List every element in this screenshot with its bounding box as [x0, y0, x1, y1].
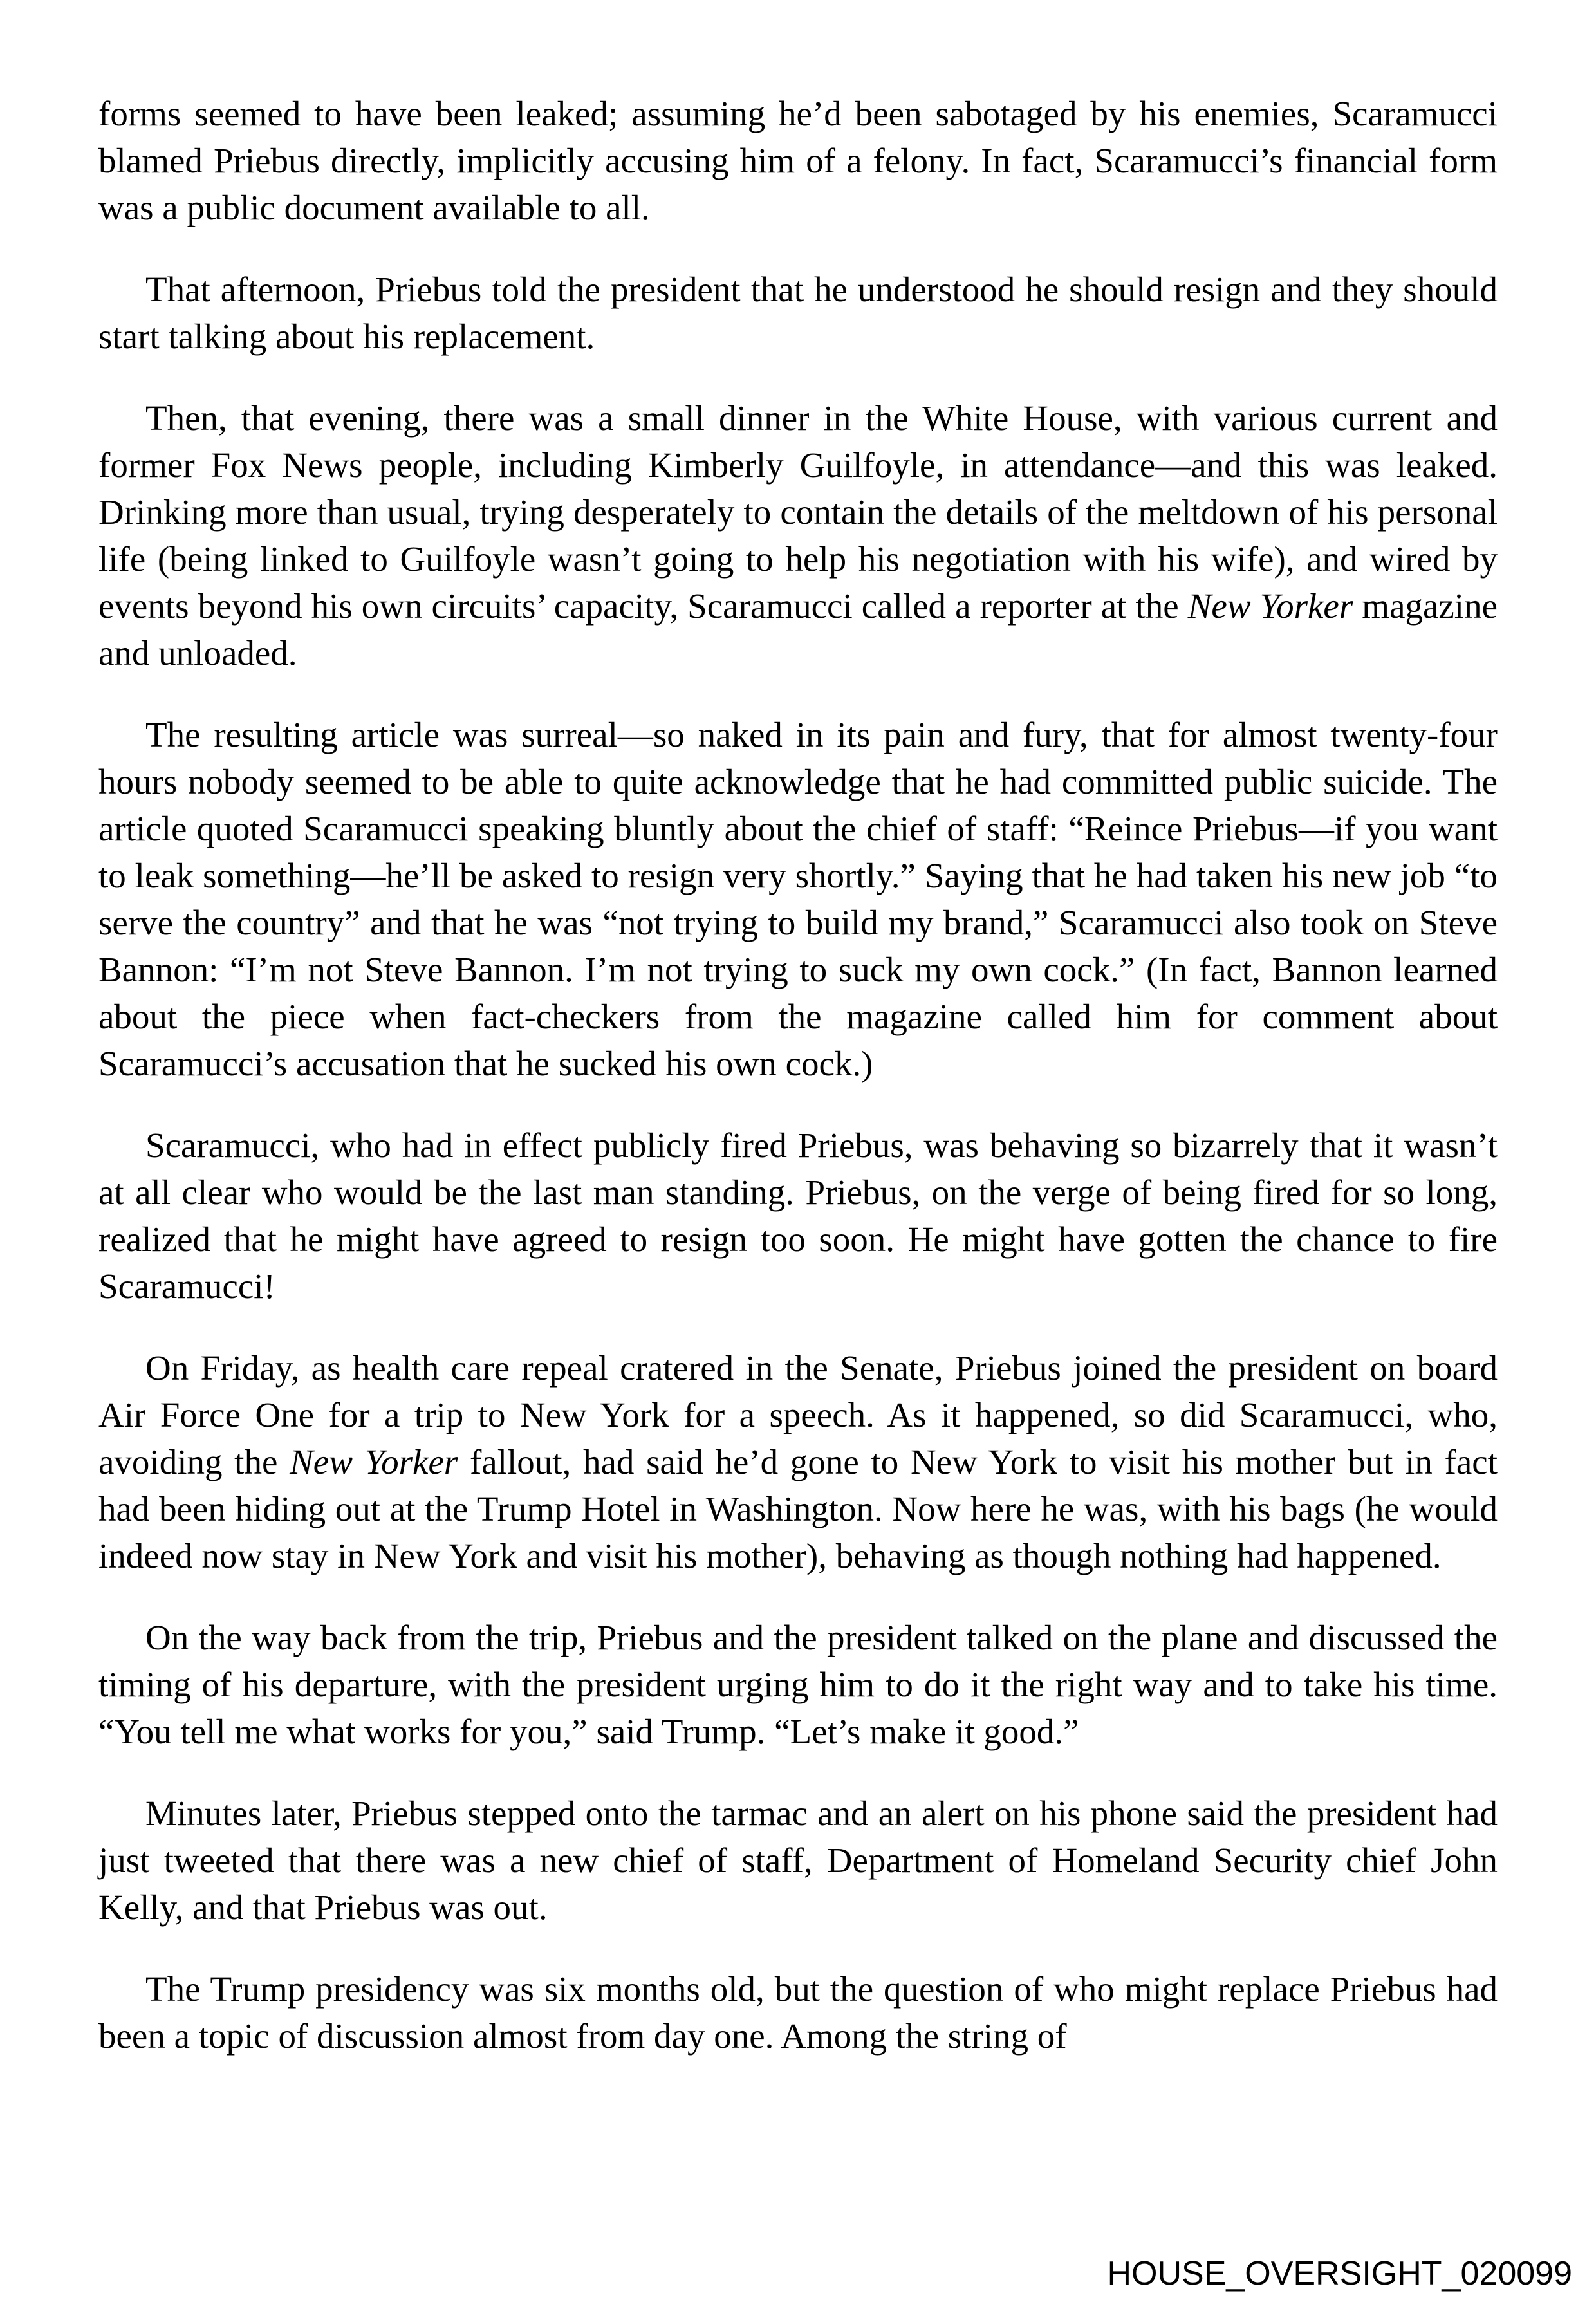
- text-run: forms seemed to have been leaked; assuming he’d been sabotaged by his enemies, Scaramucci blamed Priebus directly, implicitly accusing him of a felony. In fact, Scaramucci’s financial form was a public document available to all.: [98, 94, 1498, 227]
- paragraph: [98, 711, 1498, 1087]
- italic-run: New Yorker: [290, 1442, 458, 1481]
- page-text: [98, 90, 1498, 2094]
- text-run: The Trump presidency was six months old, but the question of who might replace Priebus had been a topic of discussion almost from day one. Among the string of: [98, 1969, 1498, 2056]
- paragraph: [98, 266, 1498, 360]
- paragraph: [98, 1344, 1498, 1579]
- text-run: Scaramucci, who had in effect publicly fired Priebus, was behaving so bizarrely that it wasn’t at all clear who would be the last man standing. Priebus, on the verge of being fired for so long, realized that he might have agreed to resign too soon. He might have gotten the chance to fire Scaramucci!: [98, 1126, 1498, 1306]
- text-run: The resulting article was surreal—so naked in its pain and fury, that for almost twenty-four hours nobody seemed to be able to quite acknowledge that he had committed public suicide. The article quoted Scaramucci speaking bluntly about the chief of staff: “Reince Priebus—if you want to leak something—he’ll be asked to resign very shortly.” Saying that he had taken his new job “to serve the country” and that he was “not trying to build my brand,” Scaramucci also took on Steve Bannon: “I’m not Steve Bannon. I’m not trying to suck my own cock.” (In fact, Bannon learned about the piece when fact-checkers from the magazine called him for comment about Scaramucci’s accusation that he sucked his own cock.): [98, 715, 1498, 1083]
- paragraph: [98, 394, 1498, 676]
- paragraph: [98, 1122, 1498, 1310]
- text-run: On the way back from the trip, Priebus and the president talked on the plane and discussed the timing of his departure, with the president urging him to do it the right way and to take his time. “You tell me what works for you,” said Trump. “Let’s make it good.”: [98, 1618, 1498, 1751]
- text-run: On Friday, as health care repeal cratered in the Senate, Priebus joined the president on board Air Force One for a trip to New York for a speech. As it happened, so did Scaramucci, who, avoiding the: [98, 1348, 1498, 1481]
- text-run: That afternoon, Priebus told the president that he understood he should resign and they should start talking about his replacement.: [98, 270, 1498, 356]
- paragraph: [98, 1965, 1498, 2059]
- paragraph: [98, 90, 1498, 231]
- bates-stamp: HOUSE_OVERSIGHT_020099: [1107, 2255, 1572, 2292]
- text-run: magazine and unloaded.: [98, 586, 1498, 673]
- paragraph: [98, 1790, 1498, 1931]
- text-run: Then, that evening, there was a small dinner in the White House, with various current and former Fox News people, including Kimberly Guilfoyle, in attendance—and this was leaked. Drinking more than usual, trying desperately to contain the details of the meltdown of his personal life (being linked to Guilfoyle wasn’t going to help his negotiation with his wife), and wired by events beyond his own circuits’ capacity, Scaramucci called a reporter at the: [98, 398, 1498, 626]
- text-run: Minutes later, Priebus stepped onto the tarmac and an alert on his phone said the president had just tweeted that there was a new chief of staff, Department of Homeland Security chief John Kelly, and that Priebus was out.: [98, 1794, 1498, 1927]
- paragraph: [98, 1614, 1498, 1755]
- text-run: fallout, had said he’d gone to New York to visit his mother but in fact had been hiding out at the Trump Hotel in Washington. Now here he was, with his bags (he would indeed now stay in New York and visit his mother), behaving as though nothing had happened.: [98, 1442, 1498, 1575]
- italic-run: New Yorker: [1187, 586, 1353, 626]
